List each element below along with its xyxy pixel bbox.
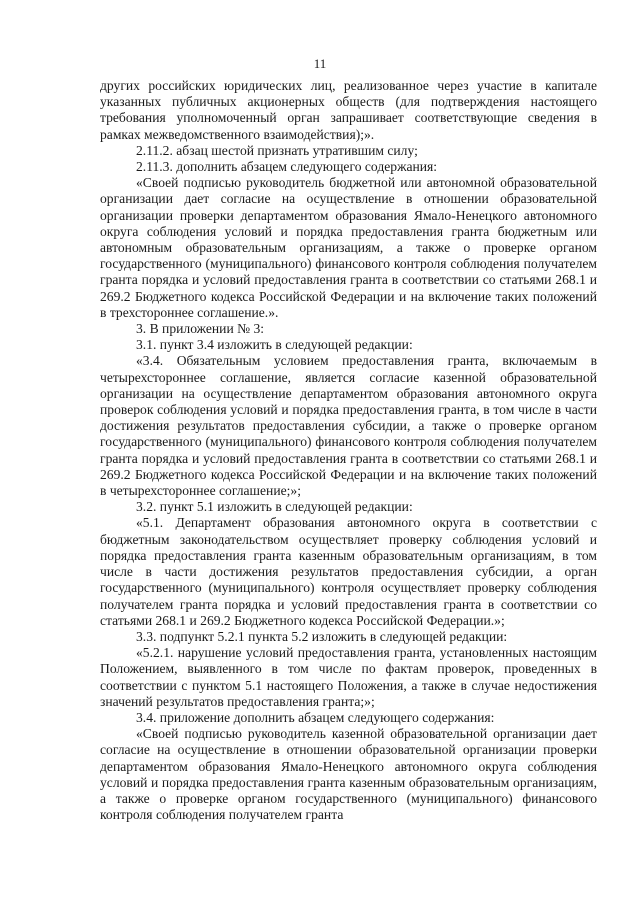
paragraph: 3. В приложении № 3: (136, 321, 265, 337)
document-body (100, 78, 597, 823)
paragraph: «5.2.1. нарушение условий предоставления гранта, установленных настоящим Положением, выявленного в том числе по фактам проверок, проведенных в соответствии с пунктом 5.1 настоящего Положения, а также в случае недостижения значений результатов предоставления гранта;»; (100, 645, 597, 709)
paragraph: 3.2. пункт 5.1 изложить в следующей редакции: (136, 499, 413, 515)
page-number: 11 (313, 56, 327, 71)
paragraph: 2.11.3. дополнить абзацем следующего содержания: (136, 159, 438, 175)
paragraph: «3.4. Обязательным условием предоставления гранта, включаемым в четырехстороннее соглашение, является согласие казенной образовательной организации на осуществление департаментом образования автономного округа проверок соблюдения условий и порядка предоставления гранта, в том числе в части достижения результатов предоставления субсидии, а также о проверке органом государственного (муниципального) финансового контроля соблюдения получателем гранта порядка и условий предоставления гранта в соответствии со статьями 268.1 и 269.2 Бюджетного кодекса Российской Федерации и на включение таких положений в четырехстороннее соглашение;»; (100, 353, 597, 499)
paragraph-continuation: других российских юридических лиц, реализованное через участие в капитале указанных публичных акционерных обществ (для подтверждения настоящего требования уполномоченный орган запрашивает соответствующие сведения в рамках межведомственного взаимодействия);». (100, 78, 597, 142)
paragraph: «Своей подписью руководитель бюджетной или автономной образовательной организации дает согласие на осуществление в отношении образовательной организации проверки департаментом образования Ямало-Ненецкого автономного округа соблюдения условий и порядка предоставления гранта бюджетным или автономным образовательным организациям, а также о проверке органом государственного (муниципального) финансового контроля соблюдения получателем гранта порядка и условий предоставления гранта в соответствии со статьями 268.1 и 269.2 Бюджетного кодекса Российской Федерации и на включение таких положений в трехстороннее соглашение.». (100, 175, 597, 320)
paragraph: 3.1. пункт 3.4 изложить в следующей редакции: (136, 337, 413, 353)
paragraph: 3.4. приложение дополнить абзацем следующего содержания: (136, 709, 495, 725)
paragraph: «Своей подписью руководитель казенной образовательной организации дает согласие на осуществление в отношении образовательной организации проверки департаментом образования Ямало-Ненецкого автономного округа соблюдения условий и порядка предоставления гранта казенным образовательным организациям, а также о проверке органом государственного (муниципального) финансового контроля соблюдения получателем гранта (100, 726, 597, 823)
paragraph: 2.11.2. абзац шестой признать утратившим силу; (136, 142, 418, 158)
paragraph: 3.3. подпункт 5.2.1 пункта 5.2 изложить в следующей редакции: (136, 628, 508, 644)
paragraph: «5.1. Департамент образования автономного округа в соответствии с бюджетным законодательством осуществляет проверку соблюдения условий и порядка предоставления гранта казенным образовательным организациям, в том числе в части достижения результатов предоставления субсидии, а орган государственного (муниципального) контроля осуществляет проверку соблюдения получателем гранта порядка и условий предоставления гранта в соответствии со статьями 268.1 и 269.2 Бюджетного кодекса Российской Федерации.»; (100, 515, 597, 628)
